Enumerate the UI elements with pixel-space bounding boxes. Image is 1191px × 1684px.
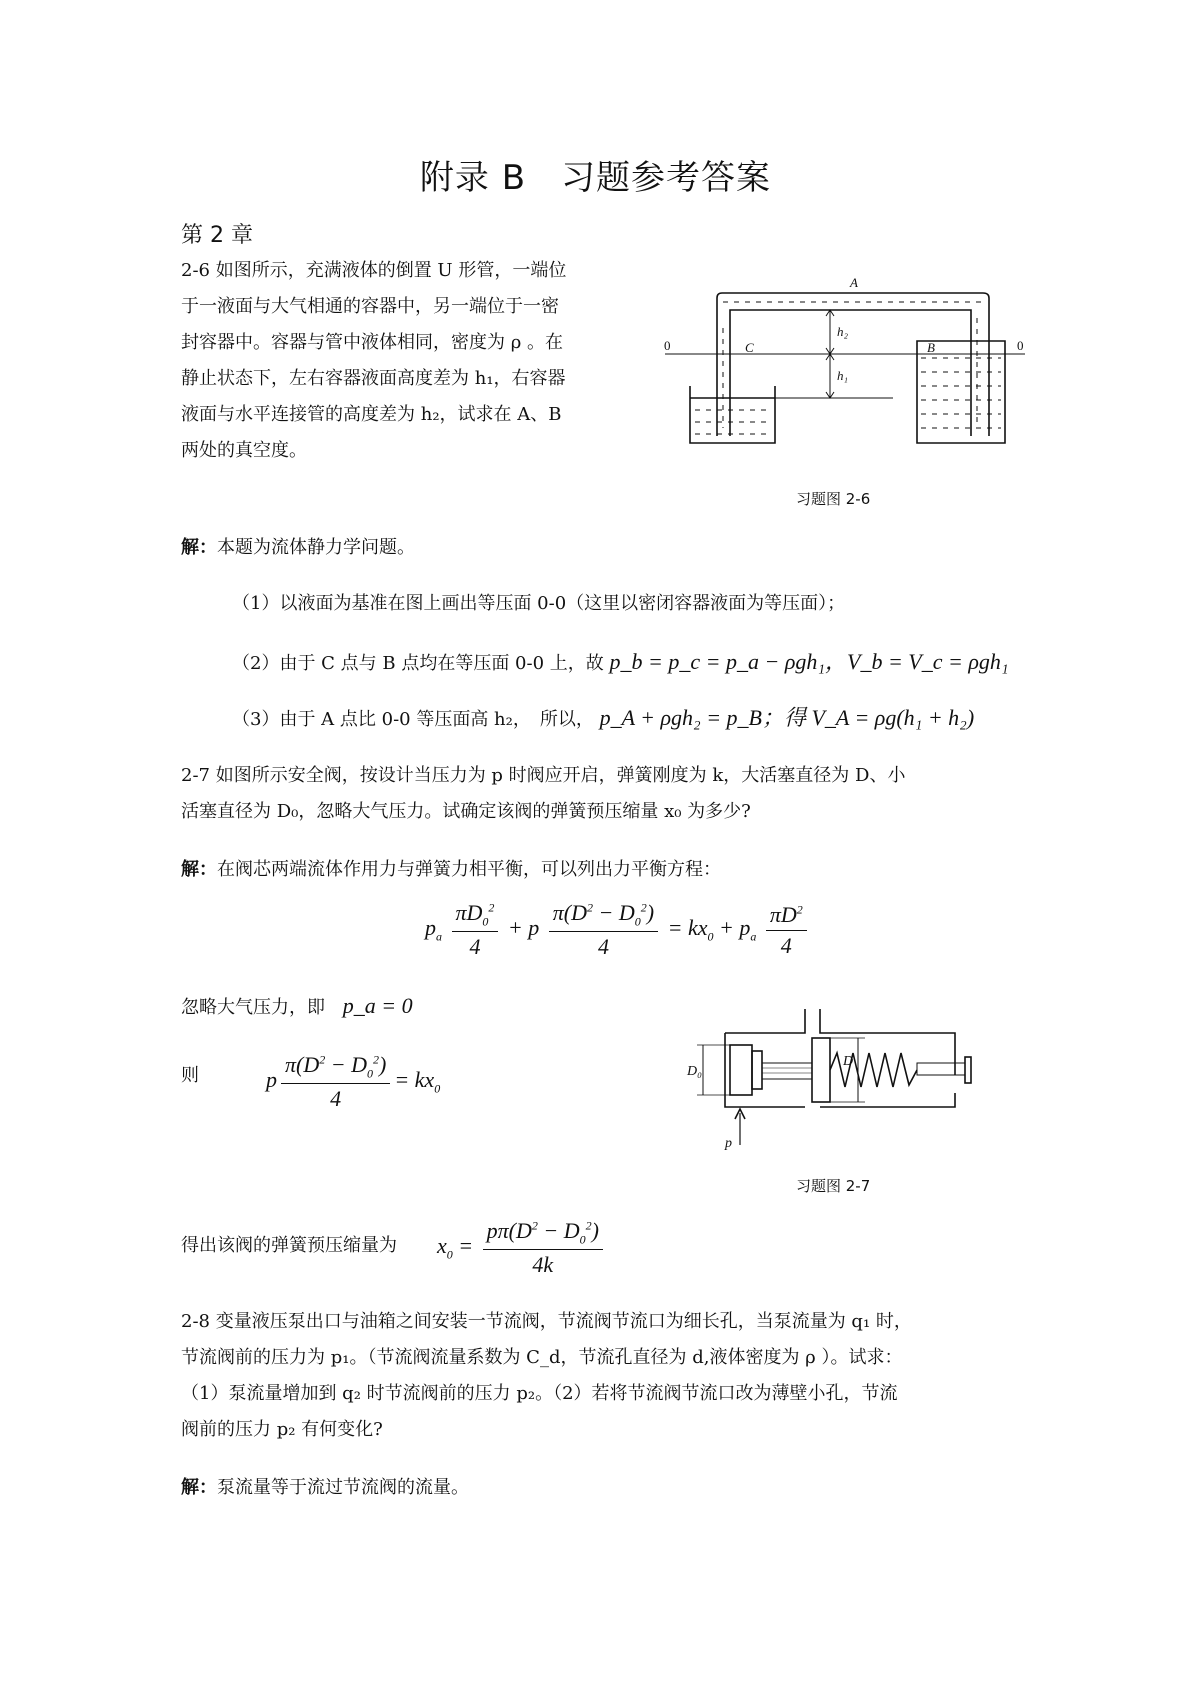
text-line: 液面与水平连接管的高度差为 h₂，试求在 A、B bbox=[181, 404, 562, 425]
text-line: （1）泵流量增加到 q₂ 时节流阀前的压力 p₂。（2）若将节流阀节流口改为薄壁小孔，节流 bbox=[181, 1383, 898, 1404]
text-line: 2-8 变量液压泵出口与油箱之间安装一节流阀，节流阀节流口为细长孔，当泵流量为 q₁ 时， bbox=[181, 1311, 912, 1332]
solution-label: 解： bbox=[181, 859, 217, 880]
step-3 bbox=[232, 700, 974, 738]
text-line: 阀前的压力 p₂ 有何变化? bbox=[181, 1419, 383, 1440]
figure-2-7-caption: 习题图 2-7 bbox=[796, 1177, 871, 1195]
solution-2-8 bbox=[181, 1470, 469, 1506]
ignore-equation: p_a = 0 bbox=[342, 993, 413, 1018]
step-2-equation: p_b = p_c = p_a − ρgh₁，V_b = V_c = ρgh₁ bbox=[609, 649, 1009, 674]
then-label: 则 bbox=[181, 1065, 199, 1086]
label-h2: h₂ bbox=[837, 324, 849, 339]
label-c: C bbox=[745, 340, 754, 355]
solution-2-6 bbox=[181, 530, 415, 566]
label-zero-left: 0 bbox=[664, 338, 671, 353]
label-h1: h₁ bbox=[837, 368, 849, 383]
text-line: 2-6 如图所示，充满液体的倒置 U 形管，一端位 bbox=[181, 260, 567, 281]
step-3-text: （3）由于 A 点比 0-0 等压面高 h₂， 所以， bbox=[232, 709, 594, 730]
text-line: 2-7 如图所示安全阀，按设计当压力为 p 时阀应开启，弹簧刚度为 k，大活塞直径为 D、小 bbox=[181, 765, 906, 786]
label-zero-right: 0 bbox=[1017, 338, 1024, 353]
text-line: 封容器中。容器与管中液体相同，密度为 ρ 。在 bbox=[181, 332, 564, 353]
problem-2-8-text bbox=[181, 1304, 1031, 1448]
label-d: D bbox=[843, 1054, 854, 1069]
solution-label: 解： bbox=[181, 537, 217, 558]
text-line: 活塞直径为 D₀，忽略大气压力。试确定该阀的弹簧预压缩量 x₀ 为多少? bbox=[181, 801, 751, 822]
figure-2-7 bbox=[685, 1005, 985, 1150]
solution-intro: 在阀芯两端流体作用力与弹簧力相平衡，可以列出力平衡方程： bbox=[217, 859, 721, 880]
step-2-text: （2）由于 C 点与 B 点均在等压面 0-0 上，故 bbox=[232, 653, 604, 674]
text-line: 于一液面与大气相通的容器中，另一端位于一密 bbox=[181, 296, 559, 317]
force-balance-equation: $p_a$ $\frac{\pi D_0^2}{4}$ + p $\frac{\pi(D^2 - D_0^2)}{4}$ = $kx_0 + p_a$ $\frac{\pi D^2}{4}$ bbox=[425, 900, 811, 960]
text-line: 节流阀前的压力为 p₁。（节流阀流量系数为 C_d，节流孔直径为 d,液体密度为 ρ ）。试求： bbox=[181, 1347, 903, 1368]
step-1: （1）以液面为基准在图上画出等压面 0-0（这里以密闭容器液面为等压面）； bbox=[232, 593, 846, 614]
solution-intro: 泵流量等于流过节流阀的流量。 bbox=[217, 1477, 469, 1498]
label-p: p bbox=[725, 1136, 732, 1151]
solution-2-7 bbox=[181, 852, 721, 888]
reduced-equation: p $\frac{\pi(D^2 - D_0^2)}{4}$ = $kx_0$ bbox=[266, 1052, 441, 1112]
step-3-equation: p_A + ρgh₂ = p_B；得 V_A = ρg(h₁ + h₂) bbox=[599, 705, 975, 730]
ignore-text: 忽略大气压力，即 bbox=[181, 997, 325, 1018]
figure-2-6-caption: 习题图 2-6 bbox=[796, 490, 871, 508]
figure-2-6 bbox=[664, 275, 1035, 458]
problem-2-6-text bbox=[181, 253, 631, 469]
text-line: 两处的真空度。 bbox=[181, 440, 307, 461]
label-d0: D₀ bbox=[687, 1064, 702, 1079]
text-line: 静止状态下，左右容器液面高度差为 h₁，右容器 bbox=[181, 368, 566, 389]
result-equation: $x_0$ = $\frac{p\pi(D^2 - D_0^2)}{4k}$ bbox=[437, 1218, 607, 1278]
solution-label: 解： bbox=[181, 1477, 217, 1498]
result-text: 得出该阀的弹簧预压缩量为 bbox=[181, 1235, 397, 1256]
step-2 bbox=[232, 644, 1009, 682]
ignore-pa bbox=[181, 988, 413, 1026]
problem-2-7-text bbox=[181, 758, 1021, 830]
label-a: A bbox=[850, 275, 858, 290]
label-b: B bbox=[927, 340, 935, 355]
chapter-heading: 第 2 章 bbox=[181, 223, 253, 248]
page-title: 附录 B 习题参考答案 bbox=[419, 158, 772, 198]
solution-intro: 本题为流体静力学问题。 bbox=[217, 537, 415, 558]
